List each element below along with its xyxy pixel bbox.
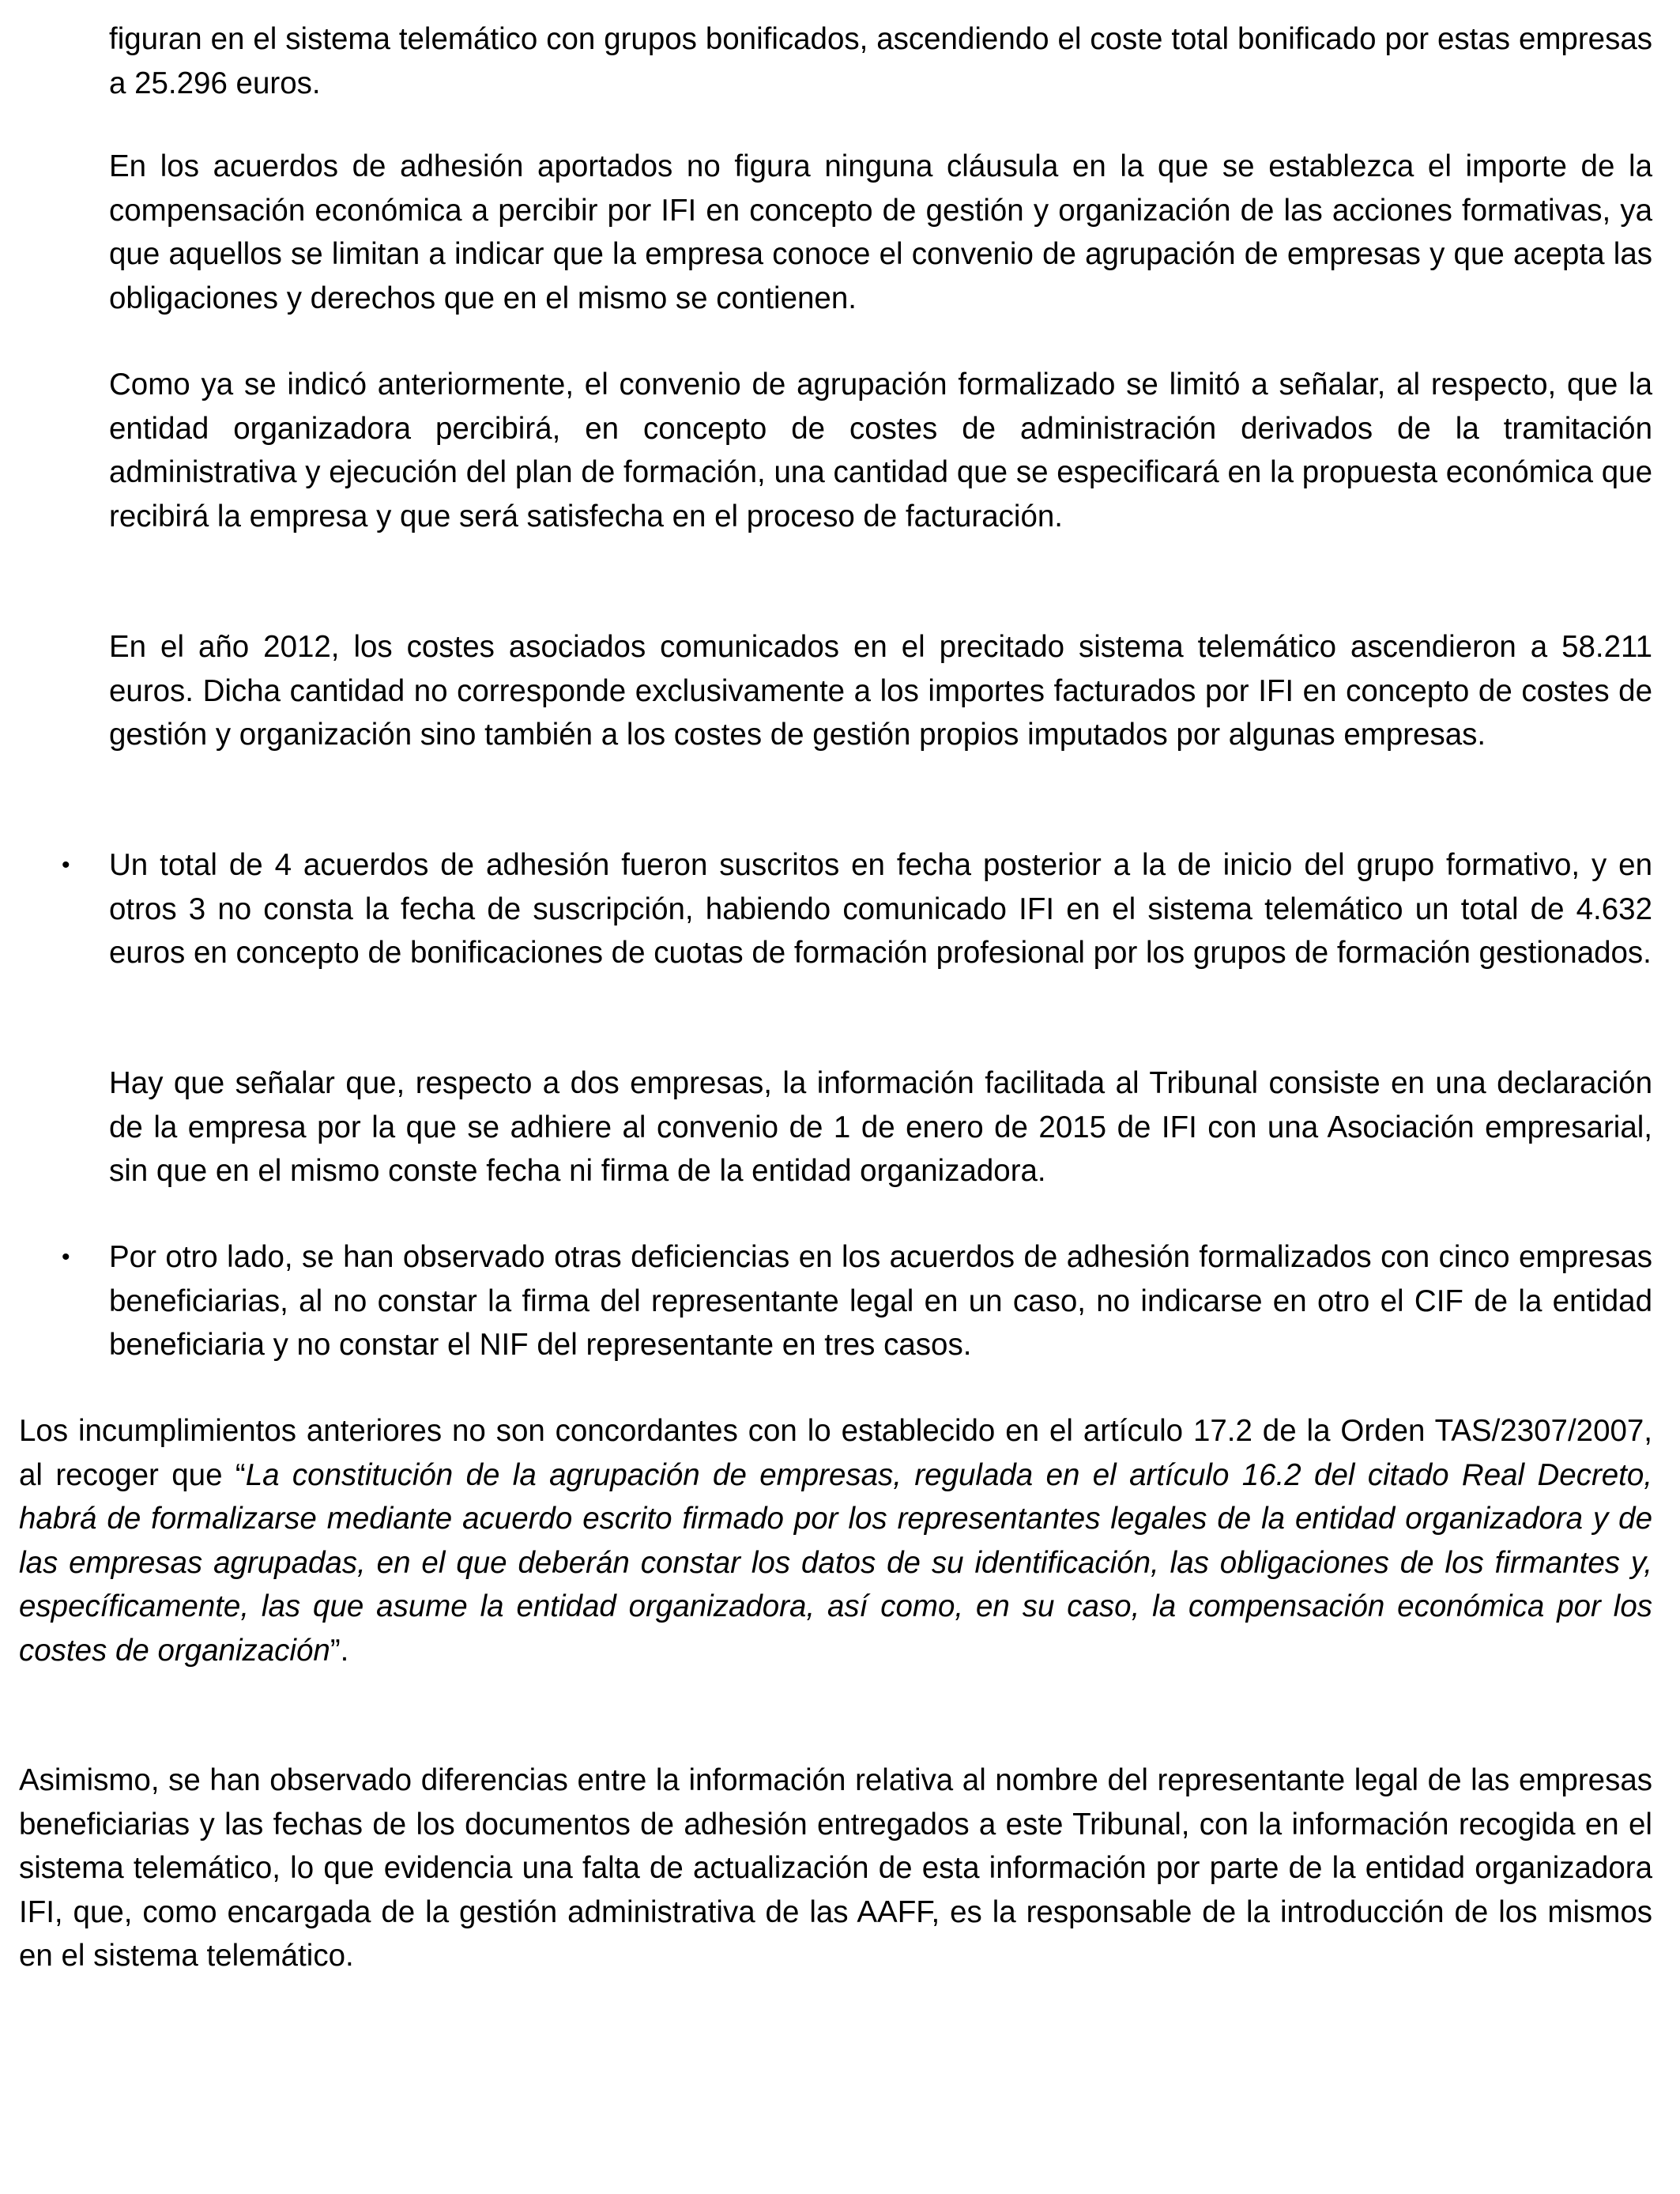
paragraph-coste-bonificado: figuran en el sistema telemático con grupos bonificados, ascendiendo el coste total bonificado por estas empresas a 25.296 euros. — [109, 22, 1652, 100]
paragraph-acuerdos-adhesion: En los acuerdos de adhesión aportados no figura ninguna cláusula en la que se establezca el importe de la compensación económica a percibir por IFI en concepto de gestión y organización de las acciones formativas, ya que aquellos se limitan a indicar que la empresa conoce el convenio de agrupación de empresas y que acepta las obligaciones y derechos que en el mismo se contienen. — [109, 149, 1652, 315]
bullet-marker: • — [62, 1244, 70, 1270]
paragraph-diferencias-representante: Asimismo, se han observado diferencias entre la información relativa al nombre del representante legal de las empresas beneficiarias y las fechas de los documentos de adhesión entregados a este Tribunal, con la información recogida en el sistema telemático, lo que evidencia una falta de actualización de esta información por parte de la entidad organizadora IFI, que, como encargada de la gestión administrativa de las AAFF, es la responsable de la introducción de los mismos en el sistema telemático. — [19, 1763, 1652, 1973]
paragraph-convenio-agrupacion: Como ya se indicó anteriormente, el convenio de agrupación formalizado se limitó a señalar, al respecto, que la entidad organizadora percibirá, en concepto de costes de administración derivados de la tramitación administrativa y ejecución del plan de formación, una cantidad que se especificará en la propuesta económica que recibirá la empresa y que será satisfecha en el proceso de facturación. — [109, 368, 1652, 533]
paragraph-incumplimientos-intro: Los incumplimientos anteriores no son concordantes con lo establecido en el artículo 17.2 de la Orden TAS/2307/2007, al recoger que “ — [19, 1414, 1652, 1492]
bullet-item-acuerdos-posteriores: Un total de 4 acuerdos de adhesión fueron suscritos en fecha posterior a la de inicio del grupo formativo, y en otros 3 no consta la fecha de suscripción, habiendo comunicado IFI en el sistema telemático un total de 4.632 euros en concepto de bonificaciones de cuotas de formación profesional por los grupos de formación gestionados. — [109, 848, 1652, 970]
paragraph-costes-asociados: En el año 2012, los costes asociados comunicados en el precitado sistema telemático ascendieron a 58.211 euros. Dicha cantidad no corresponde exclusivamente a los importes facturados por IFI en concepto de costes de gestión y organización sino también a los costes de gestión propios imputados por algunas empresas. — [109, 630, 1652, 752]
paragraph-incumplimientos — [19, 1409, 1652, 1672]
paragraph-incumplimientos-end: ”. — [330, 1633, 349, 1668]
bullet-marker: • — [62, 852, 70, 878]
legal-quote: La constitución de la agrupación de empresas, regulada en el artículo 16.2 del citado Real Decreto, habrá de formalizarse mediante acuerdo escrito firmado por los representantes legales de la entidad organizadora y de las empresas agrupadas, en el que deberán constar los datos de su identificación, las obligaciones de los firmantes y, específicamente, las que asume la entidad organizadora, así como, en su caso, la compensación económica por los costes de organización — [19, 1457, 1652, 1668]
paragraph-dos-empresas: Hay que señalar que, respecto a dos empresas, la información facilitada al Tribunal consiste en una declaración de la empresa por la que se adhiere al convenio de 1 de enero de 2015 de IFI con una Asociación empresarial, sin que en el mismo conste fecha ni firma de la entidad organizadora. — [109, 1066, 1652, 1188]
bullet-item-otras-deficiencias: Por otro lado, se han observado otras deficiencias en los acuerdos de adhesión formalizados con cinco empresas beneficiarias, al no constar la firma del representante legal en un caso, no indicarse en otro el CIF de la entidad beneficiaria y no constar el NIF del representante en tres casos. — [109, 1240, 1652, 1362]
